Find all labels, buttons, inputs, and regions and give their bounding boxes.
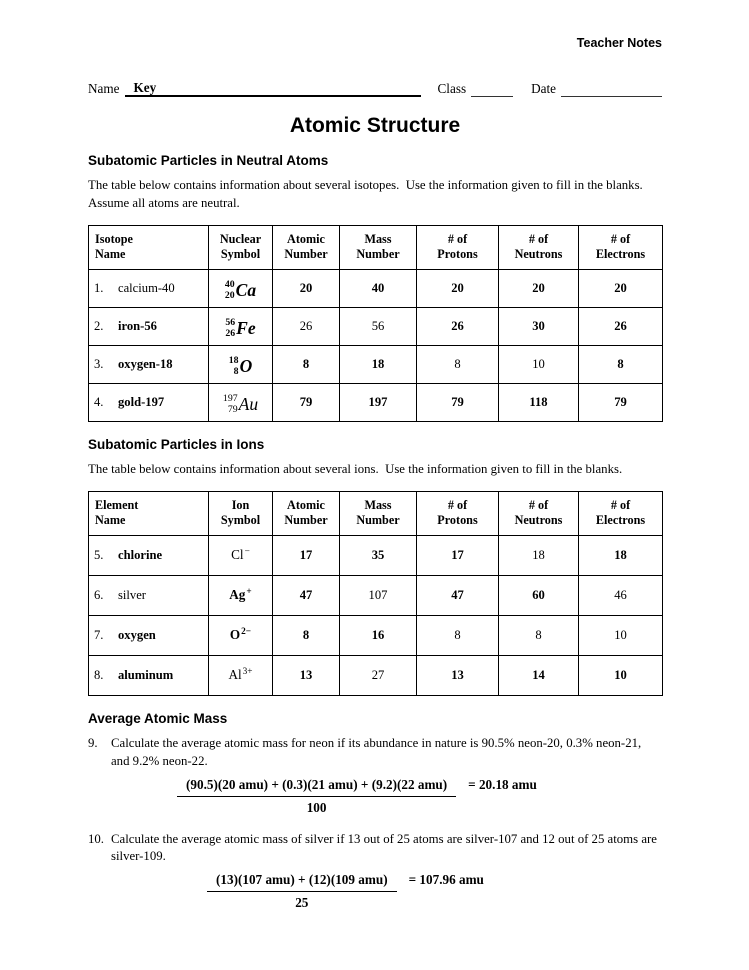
ions-intro: The table below contains information about several ions. Use the information given to fill in the blanks.	[88, 461, 623, 476]
mass-atomic-stack	[229, 356, 239, 377]
value-cell: 17	[273, 535, 340, 575]
name-cell	[89, 615, 209, 655]
element-symbol: O	[229, 627, 241, 643]
header-line: Neutrons	[514, 247, 563, 262]
symbol-cell	[209, 383, 273, 421]
header-line: Element	[95, 497, 139, 512]
name-label: Name	[88, 81, 120, 96]
element-name: oxygen	[118, 627, 156, 642]
header-line: Electrons	[595, 247, 646, 262]
name-cell	[89, 345, 209, 383]
header-line: Number	[284, 513, 328, 528]
question-9-text: Calculate the average atomic mass for neon if its abundance in nature is 90.5% neon-20, 0.3% neon-21, and 9.2% neon-22.	[111, 735, 645, 768]
header-line: Protons	[437, 513, 478, 528]
element-symbol: Cl	[231, 547, 244, 563]
value-cell: 107	[340, 575, 417, 615]
value-cell: 10	[579, 655, 663, 695]
value-cell: 56	[340, 307, 417, 345]
table-row	[89, 535, 663, 575]
header-line: # of	[528, 497, 549, 512]
value-cell: 118	[499, 383, 579, 421]
element-symbol: Au	[238, 393, 259, 414]
header-line: Number	[284, 247, 328, 262]
column-header	[209, 225, 273, 269]
name-blank	[125, 80, 421, 97]
value-cell: 10	[579, 615, 663, 655]
name-cell	[89, 575, 209, 615]
value-cell: 26	[273, 307, 340, 345]
header-line: Isotope	[95, 232, 133, 247]
column-header	[417, 491, 499, 535]
value-cell: 46	[579, 575, 663, 615]
column-header	[89, 491, 209, 535]
date-label: Date	[531, 81, 556, 96]
column-header	[209, 491, 273, 535]
q10-fraction	[207, 872, 397, 911]
mass-atomic-stack	[225, 318, 235, 339]
value-cell: 79	[273, 383, 340, 421]
page-title: Atomic Structure	[289, 114, 461, 137]
name-value: Key	[133, 80, 157, 95]
value-cell: 27	[340, 655, 417, 695]
value-cell: 35	[340, 535, 417, 575]
value-cell: 8	[273, 615, 340, 655]
header-line: # of	[610, 497, 631, 512]
value-cell: 20	[499, 269, 579, 307]
element-symbol: Ag	[229, 587, 246, 603]
header-line: Name	[95, 247, 126, 262]
neutral-atoms-heading: Subatomic Particles in Neutral Atoms	[88, 153, 329, 168]
column-header	[499, 225, 579, 269]
value-cell: 8	[417, 345, 499, 383]
name-class-date-row	[88, 80, 662, 97]
table-row	[89, 383, 663, 421]
element-name: chlorine	[118, 547, 163, 562]
mass-number-sup: 197	[222, 393, 238, 405]
value-cell: 79	[579, 383, 663, 421]
symbol-cell	[209, 615, 273, 655]
value-cell: 8	[273, 345, 340, 383]
neutral-atoms-intro: The table below contains information about several isotopes. Use the information given to fill in the blanks. Assume all atoms are neutral.	[88, 178, 649, 210]
q9-fraction	[177, 777, 456, 816]
column-header	[273, 225, 340, 269]
question-10-number: 10.	[88, 831, 104, 846]
column-header	[89, 225, 209, 269]
column-header	[499, 491, 579, 535]
ions-heading: Subatomic Particles in Ions	[88, 436, 265, 452]
header-line: Nuclear	[219, 232, 262, 247]
table-row	[89, 655, 663, 695]
mass-number-sup: 18	[228, 355, 239, 367]
value-cell: 30	[499, 307, 579, 345]
value-cell: 16	[340, 615, 417, 655]
nuclear-symbol	[229, 356, 252, 377]
q9-result: = 20.18 amu	[468, 776, 537, 792]
name-cell	[89, 269, 209, 307]
value-cell: 17	[417, 535, 499, 575]
header-line: Atomic	[287, 497, 325, 512]
row-number: 5.	[94, 547, 104, 562]
symbol-cell	[209, 307, 273, 345]
value-cell: 18	[499, 535, 579, 575]
name-cell	[89, 383, 209, 421]
element-name: oxygen-18	[118, 356, 173, 371]
header-line: Mass	[364, 232, 392, 247]
atomic-number-sub: 20	[224, 289, 235, 301]
class-blank	[471, 80, 513, 97]
average-mass-heading: Average Atomic Mass	[88, 710, 228, 726]
header-line: # of	[447, 232, 468, 247]
element-name: iron-56	[118, 318, 157, 333]
atomic-number-sub: 8	[233, 365, 239, 377]
value-cell: 8	[417, 615, 499, 655]
nuclear-symbol	[225, 280, 256, 301]
value-cell: 13	[417, 655, 499, 695]
element-symbol: Fe	[236, 317, 256, 338]
mass-number-sup: 56	[225, 317, 236, 329]
header-line: Ion	[231, 497, 250, 512]
column-header	[340, 225, 417, 269]
value-cell: 18	[340, 345, 417, 383]
nuclear-symbol	[223, 394, 258, 415]
value-cell: 13	[273, 655, 340, 695]
value-cell: 10	[499, 345, 579, 383]
ions-table	[88, 491, 663, 696]
header-line: # of	[610, 232, 631, 247]
element-name: gold-197	[118, 394, 165, 409]
row-number: 4.	[94, 394, 104, 409]
element-symbol: Al	[228, 667, 242, 683]
value-cell: 26	[579, 307, 663, 345]
ion-symbol	[230, 627, 251, 642]
column-header	[340, 491, 417, 535]
neutral-atoms-table	[88, 225, 663, 422]
symbol-cell	[209, 575, 273, 615]
header-row	[89, 225, 663, 269]
header-line: Neutrons	[514, 513, 563, 528]
table-row	[89, 575, 663, 615]
header-line: # of	[528, 232, 549, 247]
row-number: 2.	[94, 318, 104, 333]
name-cell	[89, 535, 209, 575]
value-cell: 40	[340, 269, 417, 307]
header-line: Electrons	[595, 513, 646, 528]
question-9-number: 9.	[88, 735, 98, 750]
value-cell: 14	[499, 655, 579, 695]
symbol-cell	[209, 655, 273, 695]
value-cell: 26	[417, 307, 499, 345]
value-cell: 47	[273, 575, 340, 615]
value-cell: 8	[579, 345, 663, 383]
question-9	[88, 735, 662, 771]
atomic-number-sub: 79	[227, 403, 238, 415]
date-blank	[561, 80, 662, 97]
table-row	[89, 615, 663, 655]
ion-charge: 3+	[242, 667, 253, 678]
value-cell: 197	[340, 383, 417, 421]
header-line: Number	[356, 513, 400, 528]
column-header	[273, 491, 340, 535]
q10-numerator: (13)(107 amu) + (12)(109 amu)	[207, 872, 397, 892]
mass-atomic-stack	[223, 394, 238, 415]
mass-atomic-stack	[225, 280, 235, 301]
value-cell: 20	[273, 269, 340, 307]
row-number: 6.	[94, 587, 104, 602]
column-header	[579, 225, 663, 269]
table-row	[89, 345, 663, 383]
ion-symbol	[228, 667, 252, 682]
header-line: Protons	[437, 247, 478, 262]
ion-symbol	[229, 587, 251, 602]
value-cell: 8	[499, 615, 579, 655]
teacher-notes-label: Teacher Notes	[576, 36, 662, 50]
q10-denominator: 25	[295, 895, 309, 911]
question-10-text: Calculate the average atomic mass of silver if 13 out of 25 atoms are silver-107 and 12 out of 25 atoms are silver-109.	[111, 831, 661, 864]
element-symbol: Ca	[235, 279, 257, 300]
header-line: Name	[95, 513, 126, 528]
column-header	[579, 491, 663, 535]
value-cell: 60	[499, 575, 579, 615]
header-line: Symbol	[220, 247, 261, 262]
symbol-cell	[209, 535, 273, 575]
element-name: silver	[118, 587, 146, 602]
header-line: Symbol	[220, 513, 261, 528]
header-line: Mass	[364, 497, 392, 512]
ion-charge: −	[244, 547, 250, 558]
value-cell: 47	[417, 575, 499, 615]
class-label: Class	[437, 81, 467, 96]
value-cell: 79	[417, 383, 499, 421]
table-row	[89, 307, 663, 345]
row-number: 3.	[94, 356, 104, 371]
element-name: calcium-40	[118, 280, 175, 295]
name-cell	[89, 307, 209, 345]
column-header	[417, 225, 499, 269]
nuclear-symbol	[225, 318, 255, 339]
header-line: Number	[356, 247, 400, 262]
row-number: 7.	[94, 627, 104, 642]
header-row	[89, 491, 663, 535]
q10-result: = 107.96 amu	[408, 872, 484, 888]
element-name: aluminum	[118, 667, 174, 682]
header-line: # of	[447, 497, 468, 512]
q9-numerator: (90.5)(20 amu) + (0.3)(21 amu) + (9.2)(22 amu)	[177, 777, 456, 797]
ion-symbol	[231, 547, 250, 562]
mass-number-sup: 40	[224, 279, 235, 291]
name-cell	[89, 655, 209, 695]
symbol-cell	[209, 269, 273, 307]
value-cell: 20	[417, 269, 499, 307]
header-line: Atomic	[287, 232, 325, 247]
q9-denominator: 100	[306, 799, 327, 815]
value-cell: 18	[579, 535, 663, 575]
ion-charge: 2−	[241, 627, 252, 638]
question-10-work	[207, 872, 662, 911]
table-row	[89, 269, 663, 307]
row-number: 8.	[94, 667, 104, 682]
element-symbol: O	[239, 355, 253, 376]
symbol-cell	[209, 345, 273, 383]
atomic-number-sub: 26	[225, 327, 236, 339]
value-cell: 20	[579, 269, 663, 307]
question-10	[88, 831, 662, 867]
row-number: 1.	[94, 280, 104, 295]
question-9-work	[177, 777, 662, 816]
ion-charge: +	[246, 587, 252, 598]
